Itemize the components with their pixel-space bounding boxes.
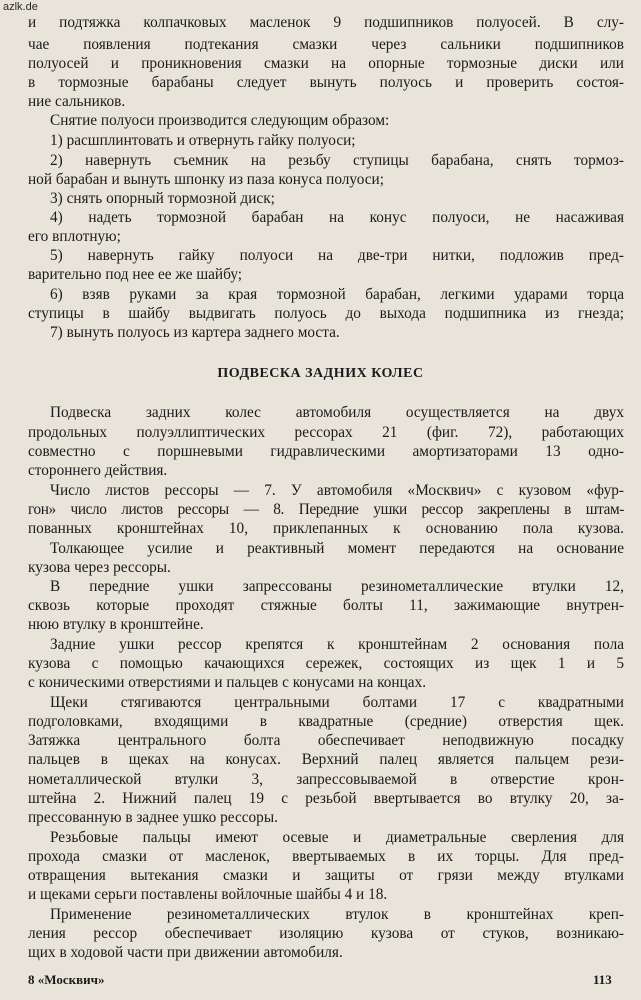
text-line: ступицы в шайбу выдвигать полуось до выхода подшипника из гнезда; [28,305,624,322]
text-line: подголовками, входящими в квадратные (средние) отверстия щек. [28,713,624,730]
text-line: ние сальников. [28,93,126,110]
footer-signature: 8 «Москвич» [28,972,105,987]
text-line: нометаллической втулки 3, запрессовываемой в отверстие крон- [28,771,624,788]
watermark: azlk.de [3,1,38,13]
text-line: Снятие полуоси производится следующим образом: [50,112,390,129]
text-line: Щеки стягиваются центральными болтами 17 с квадратными [50,694,624,711]
text-line: прохода смазки от масленок, ввертываемых в их торцы. Для пред- [28,848,624,865]
text-line: полуосей и проникновения смазки на опорные тормозные диски или [28,55,624,72]
text-line: 3) снять опорный тормозной диск; [50,190,275,207]
text-line: кузова через рессоры. [28,559,171,576]
text-line: Применение резинометаллических втулок в кронштейнах креп- [50,906,624,923]
text-line: штейна 2. Нижний палец 19 с резьбой ввертывается во втулку 20, за- [28,790,624,807]
text-line: ления рессор обеспечивает изоляцию кузова от стуков, возникаю- [28,925,624,942]
text-line: 1) расшплинтовать и отвернуть гайку полуоси; [50,132,356,149]
text-line: варительно под нее ее же шайбу; [28,266,243,283]
text-line: нюю втулку в кронштейне. [28,616,204,633]
page-number: 113 [593,972,612,987]
text-line: прессованную в заднее ушко рессоры. [28,809,278,826]
text-line: в тормозные барабаны следует вынуть полуось и проверить состоя- [28,74,624,91]
section-heading: ПОДВЕСКА ЗАДНИХ КОЛЕС [217,366,424,381]
text-line: продольных полуэллиптических рессорах 21 (фиг. 72), работающих [28,424,624,441]
text-line: 2) навернуть съемник на резьбу ступицы барабана, снять тормоз- [50,152,624,169]
text-line: ной барабан и вынуть шпонку из паза конуса полуоси; [28,171,384,188]
text-line: Затяжка центрального болта обеспечивает неподвижную посадку [28,732,624,749]
text-line: кузова с помощью качающихся сережек, состоящих из щек 1 и 5 [28,655,624,672]
text-line: щих в ходовой части при движении автомобиля. [28,944,343,961]
text-line: стороннего действия. [28,462,168,479]
text-line: совместно с поршневыми гидравлическими амортизаторами 13 одно- [28,443,624,460]
text-line: 5) навернуть гайку полуоси на две-три нитки, подложив пред- [50,247,624,264]
text-line: Подвеска задних колес автомобиля осуществляется на двух [50,404,624,421]
text-line: пальцев в щеках на конусах. Верхний палец является пальцем рези- [28,751,624,768]
text-line: В передние ушки запрессованы резинометаллические втулки 12, [50,578,624,595]
text-line: Толкающее усилие и реактивный момент передаются на основание [50,540,624,557]
text-line: сквозь которые проходят стяжные болты 11, зажимающие внутрен- [28,597,624,614]
text-line: 6) взяв руками за края тормозной барабан, легкими ударами торца [50,286,624,303]
text-line: 4) надеть тормозной барабан на конус полуоси, не насаживая [50,209,624,226]
text-line: и подтяжка колпачковых масленок 9 подшипников полуосей. В слу- [28,14,624,31]
text-line: гон» число листов рессоры — 8. Передние ушки рессор закреплены в штам- [28,501,624,518]
text-line: и щеками серьги поставлены войлочные шайбы 4 и 18. [28,886,388,903]
text-line: его вплотную; [28,228,121,245]
text-line: 7) вынуть полуось из картера заднего моста. [50,324,340,341]
text-line: чае появления подтекания смазки через сальники подшипников [28,36,624,53]
text-line: Резьбовые пальцы имеют осевые и диаметральные сверления для [50,829,624,846]
text-line: с коническими отверстиями и пальцев с конусами на концах. [28,674,427,691]
text-line: отвращения вытекания смазки и защиты от грязи между втулками [28,867,624,884]
text-line: Задние ушки рессор крепятся к кронштейнам 2 основания пола [50,636,624,653]
text-line: пованных кронштейнах 10, приклепанных к основанию пола кузова. [28,520,624,537]
text-line: Число листов рессоры — 7. У автомобиля «Москвич» с кузовом «фур- [50,482,624,499]
